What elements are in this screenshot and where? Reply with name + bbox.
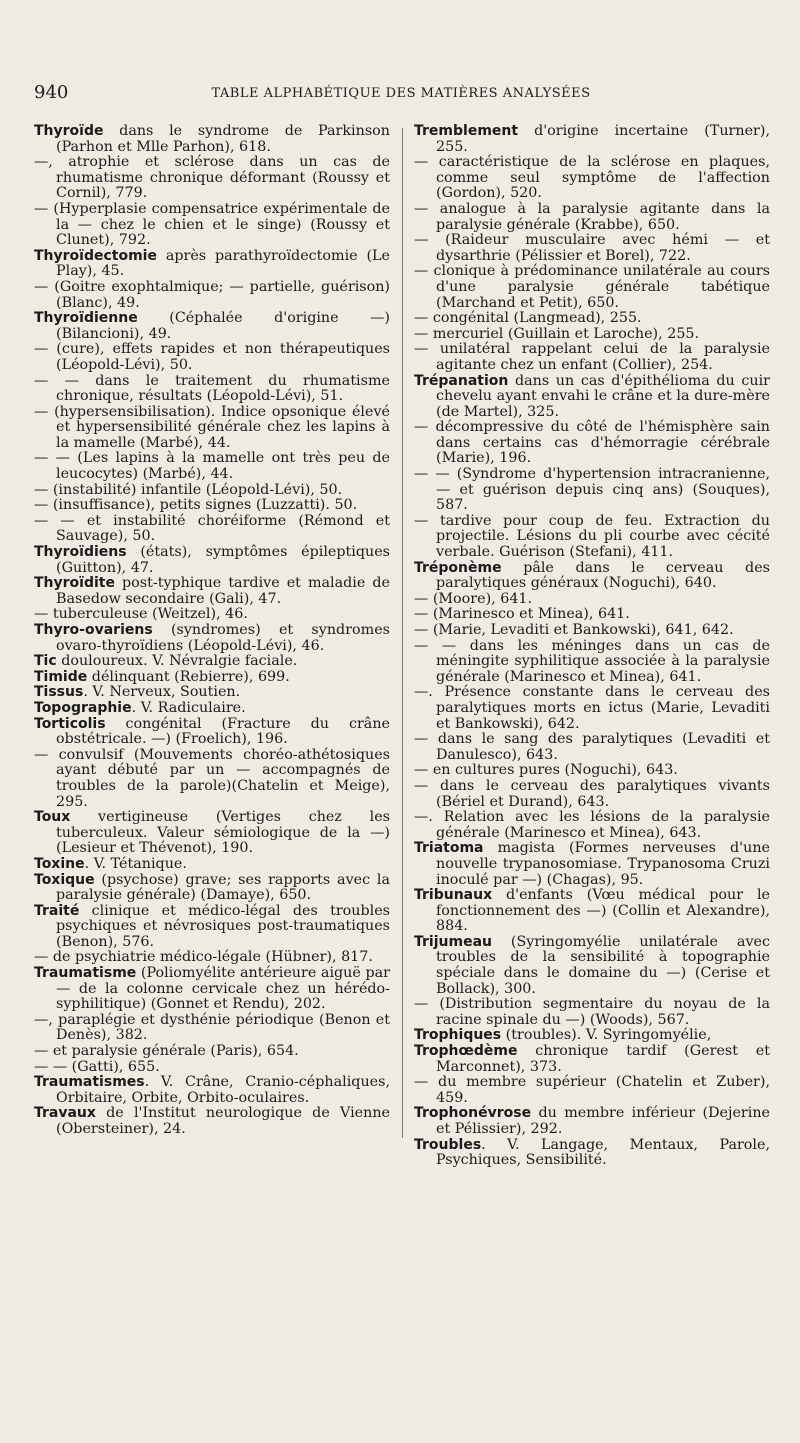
index-entry: — du membre supérieur (Chatelin et Zuber), 459. [414,1074,770,1106]
index-entry: Thyro-ovariens (syndromes) et syndromes ovaro-thyroïdiens (Léopold-Lévi), 46. [34,622,390,654]
index-entry: — — et instabilité choréiforme (Rémond et Sauvage), 50. [34,512,390,545]
index-entry: — analogue à la paralysie agitante dans la paralysie générale (Krabbe), 650. [414,200,770,233]
index-entry: Travaux de l'Institut neurologique de Vienne (Obersteiner), 24. [34,1105,390,1137]
index-entry: — en cultures pures (Noguchi), 643. [414,762,678,779]
index-entry: Trophiques (troubles). V. Syringomyélie, [414,1027,712,1044]
index-entry: Toxine. V. Tétanique. [34,855,187,872]
index-entry: — — (Gatti), 655. [34,1058,160,1075]
index-entry: — et paralysie générale (Paris), 654. [34,1043,299,1060]
index-entry: — convulsif (Mouvements choréo-athétosiques ayant débuté par un — accompagnés de troubles de la parole)(Chatelin et Meige), 295. [34,746,390,810]
index-entry: — mercuriel (Guillain et Laroche), 255. [414,325,700,342]
index-entry: Torticolis congénital (Fracture du crâne obstétricale. —) (Froelich), 196. [34,715,390,748]
index-entry: Traité clinique et médico-légal des troubles psychiques et névrosiques post-traumatiques (Benon), 576. [34,902,390,950]
index-entry: — — (Les lapins à la mamelle ont très peu de leucocytes) (Marbé), 44. [34,450,390,483]
page-number: 940 [34,82,69,103]
index-entry: Traumatisme (Poliomyélite antérieure aiguë par — de la colonne cervicale chez un hérédo-syphilitique) (Gonnet et Rendu), 202. [34,965,390,1013]
index-entry: Trophonévrose du membre inférieur (Dejerine et Pélissier), 292. [414,1105,770,1137]
index-entry: Trijumeau (Syringomyélie unilatérale avec troubles de la sensibilité à topographie spéciale dans le domaine du —) (Cerise et Bollack), 300. [414,933,770,997]
index-entry: — — dans le traitement du rhumatisme chronique, résultats (Léopold-Lévi), 51. [34,372,390,405]
index-entry: — dans le sang des paralytiques (Levaditi et Danulesco), 643. [414,731,770,763]
index-entry: Tréponème pâle dans le cerveau des paralytiques généraux (Noguchi), 640. [414,559,770,592]
index-entry: Tremblement d'origine incertaine (Turner), 255. [414,123,770,155]
index-entry: Trophœdème chronique tardif (Gerest et Marconnet), 373. [414,1043,770,1075]
index-entry: — (Moore), 641. [414,590,533,607]
index-entry: — (insuffisance), petits signes (Luzzatti). 50. [34,497,358,514]
index-entry: — (cure), effets rapides et non thérapeutiques (Léopold-Lévi), 50. [34,341,390,373]
index-entry: Triatoma magista (Formes nerveuses d'une nouvelle trypanosomiase. Trypanosoma Cruzi inoculé par —) (Chagas), 95. [414,840,770,888]
page-header [34,82,768,108]
index-entry: Toxique (psychose) grave; ses rapports avec la paralysie générale) (Damaye), 650. [34,871,390,904]
index-entry: — (Distribution segmentaire du noyau de la racine spinale du —) (Woods), 567. [414,996,770,1028]
index-entry: Thyroïdienne (Céphalée d'origine —) (Bilancioni), 49. [34,310,390,342]
index-entry: Thyroïdite post-typhique tardive et maladie de Basedow secondaire (Gali), 47. [34,575,390,607]
index-entry: — (Raideur musculaire avec hémi — et dysarthrie (Pélissier et Borel), 722. [414,232,770,264]
index-entry: Tic douloureux. V. Névralgie faciale. [34,653,298,670]
index-entry: Topographie. V. Radiculaire. [34,699,246,716]
index-entry: Timide délinquant (Rebierre), 699. [34,668,290,685]
index-entry: Traumatismes. V. Crâne, Cranio-céphaliques, Orbitaire, Orbite, Orbito-oculaires. [34,1074,390,1106]
index-entry: — (hypersensibilisation). Indice opsonique élevé et hypersensibilité générale chez les lapins à la mamelle (Marbé), 44. [34,403,390,451]
running-title: TABLE ALPHABÉTIQUE DES MATIÈRES ANALYSÉES [211,86,591,101]
index-entry: Toux vertigineuse (Vertiges chez les tuberculeux. Valeur sémiologique de la —) (Lesieur et Thévenot), 190. [34,809,390,857]
column-divider [402,128,403,1138]
index-entry: — (Goitre exophtalmique; — partielle, guérison) (Blanc), 49. [34,278,390,311]
index-entry: — (Marinesco et Minea), 641. [414,606,630,623]
index-entry: — congénital (Langmead), 255. [414,310,642,327]
index-entry: —. Relation avec les lésions de la paralysie générale (Marinesco et Minea), 643. [414,809,770,841]
index-entry: — unilatéral rappelant celui de la paralysie agitante chez un enfant (Collier), 254. [414,341,770,373]
index-entry: — (Marie, Levaditi et Bankowski), 641, 642. [414,622,734,638]
index-entry: — — (Syndrome d'hypertension intracranienne, — et guérison depuis cinq ans) (Souques), 587. [414,466,770,514]
left-column [34,124,390,1138]
index-entry: Tissus. V. Nerveux, Soutien. [34,684,241,701]
index-entry: — clonique à prédominance unilatérale au cours d'une paralysie générale tabétique (Marchand et Petit), 650. [414,263,770,311]
index-entry: —, paraplégie et dysthénie périodique (Benon et Denès), 382. [34,1011,390,1044]
index-entry: — caractéristique de la sclérose en plaques, comme seul symptôme de l'affection (Gordon), 520. [414,154,770,202]
index-entry: Thyroïdectomie après parathyroïdectomie (Le Play), 45. [34,247,390,280]
index-entry: Thyroïdiens (états), symptômes épileptiques (Guitton), 47. [34,544,390,576]
index-entry: — tardive pour coup de feu. Extraction du projectile. Lésions du pli courbe avec cécité verbale. Guérison (Stefani), 411. [414,512,770,561]
index-entry: — (instabilité) infantile (Léopold-Lévi), 50. [34,481,343,498]
right-column [414,124,770,1169]
index-entry: Thyroïde dans le syndrome de Parkinson (Parhon et Mlle Parhon), 618. [34,123,390,155]
index-entry: — (Hyperplasie compensatrice expérimentale de la — chez le chien et le singe) (Roussy et Clunet), 792. [34,200,390,249]
index-entry: Trépanation dans un cas d'épithélioma du cuir chevelu ayant envahi le crâne et la dure-mère (de Martel), 325. [414,372,770,420]
index-entry: — dans le cerveau des paralytiques vivants (Bériel et Durand), 643. [414,777,770,810]
index-entry: —, atrophie et sclérose dans un cas de rhumatisme chronique déformant (Roussy et Cornil), 779. [34,154,390,202]
index-entry: — de psychiatrie médico-légale (Hübner), 817. [34,949,373,966]
index-entry: — tuberculeuse (Weitzel), 46. [34,606,248,623]
index-entry: — — dans les méninges dans un cas de méningite syphilitique associée à la paralysie générale (Marinesco et Minea), 641. [414,637,770,685]
index-entry: — décompressive du côté de l'hémisphère sain dans certains cas d'hémorragie cérébrale (Marie), 196. [414,419,770,467]
index-entry: —. Présence constante dans le cerveau des paralytiques morts en ictus (Marie, Levaditi et Bankowski), 642. [414,684,770,732]
index-entry: Tribunaux d'enfants (Vœu médical pour le fonctionnement des —) (Collin et Alexandre), 884. [414,887,770,935]
index-entry: Troubles. V. Langage, Mentaux, Parole, Psychiques, Sensibilité. [414,1136,770,1169]
